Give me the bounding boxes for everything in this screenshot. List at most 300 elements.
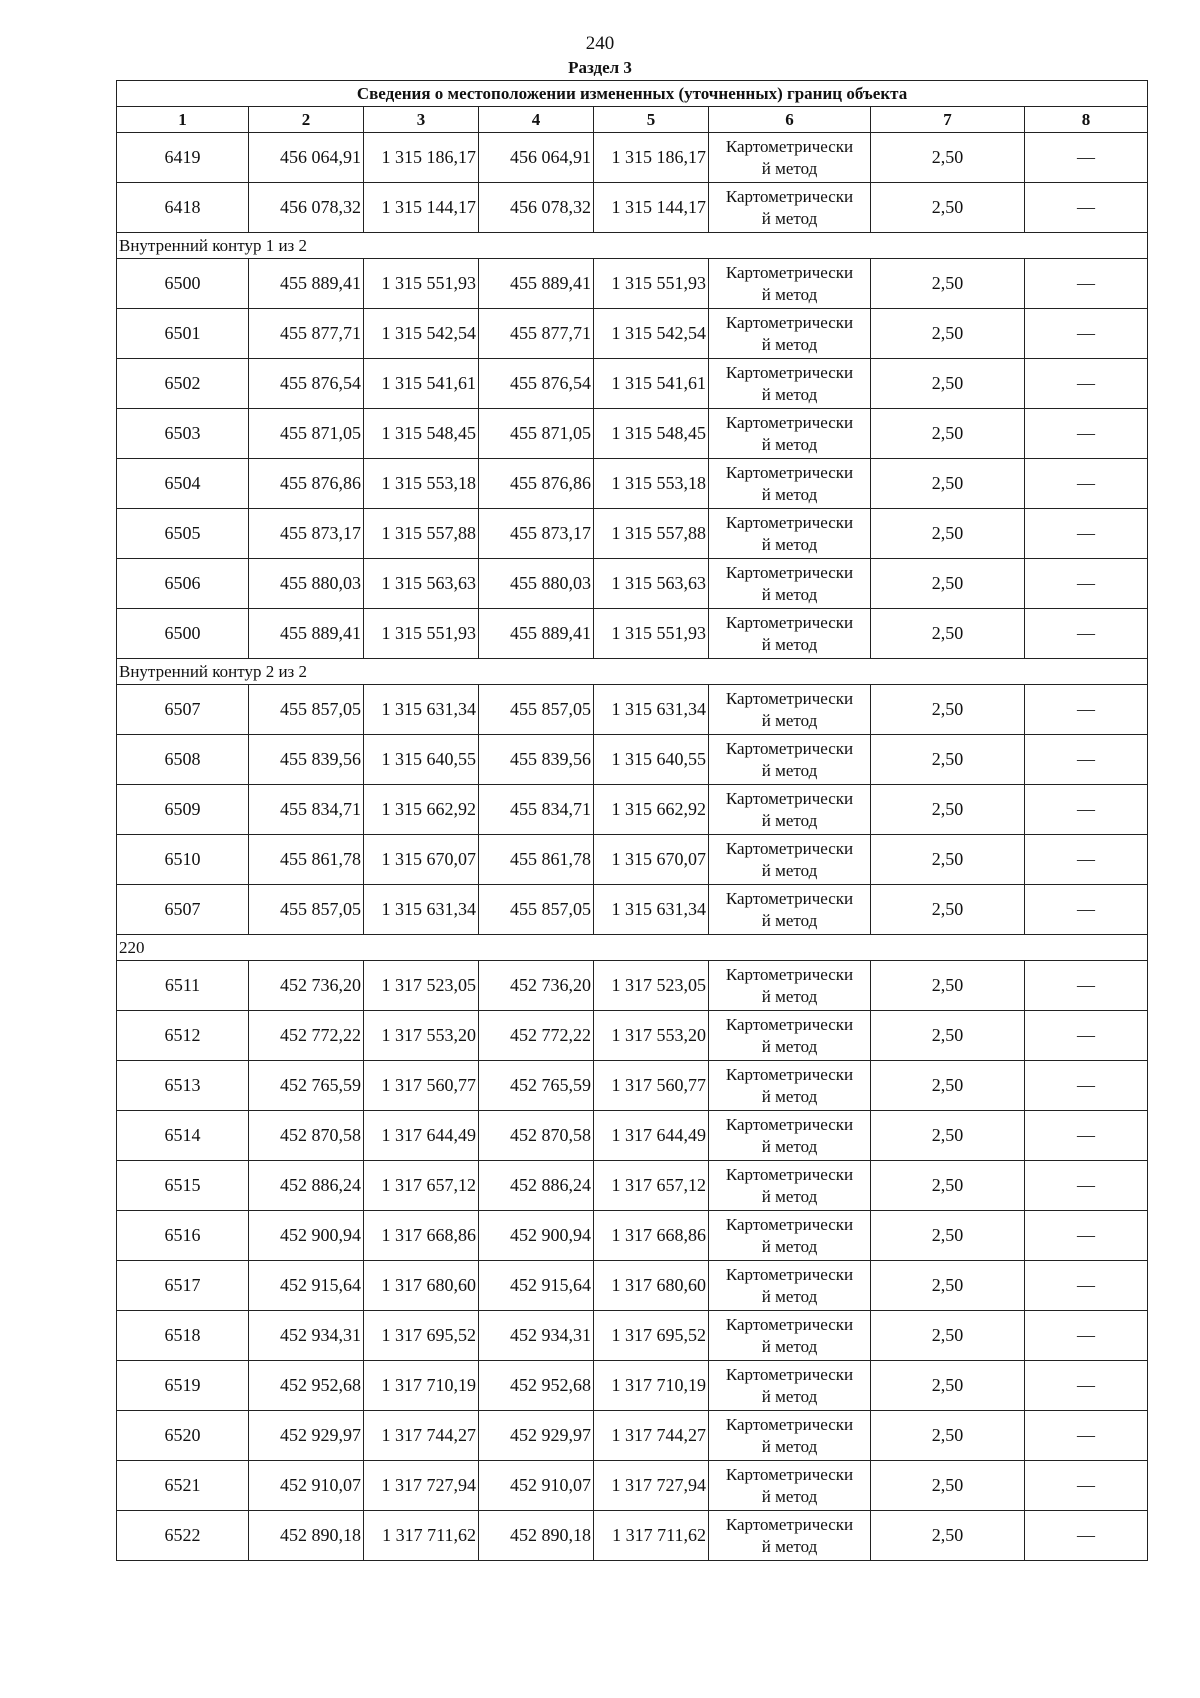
y-coord-old: 1 315 670,07: [364, 835, 479, 885]
method-cell: [709, 509, 871, 559]
point-number: 6507: [117, 885, 249, 935]
x-coord-new: 455 871,05: [479, 409, 594, 459]
method-cell: [709, 685, 871, 735]
note-dash: —: [1025, 409, 1148, 459]
y-coord-new: 1 315 631,34: [594, 885, 709, 935]
y-coord-old: 1 315 640,55: [364, 735, 479, 785]
method-line-2: й метод: [761, 1036, 818, 1056]
table-row: [117, 1061, 1148, 1111]
note-dash: —: [1025, 1261, 1148, 1311]
table-row: [117, 1511, 1148, 1561]
y-coord-new: 1 317 744,27: [594, 1411, 709, 1461]
x-coord-new: 452 736,20: [479, 961, 594, 1011]
method-line-1: Картометрически: [725, 1214, 854, 1234]
table-row: [117, 459, 1148, 509]
y-coord-old: 1 317 553,20: [364, 1011, 479, 1061]
method-line-1: Картометрически: [725, 1014, 854, 1034]
x-coord-old: 452 929,97: [249, 1411, 364, 1461]
note-dash: —: [1025, 1461, 1148, 1511]
x-coord-new: 455 873,17: [479, 509, 594, 559]
method-line-1: Картометрически: [725, 1064, 854, 1084]
column-header: 5: [594, 107, 709, 133]
x-coord-new: 452 952,68: [479, 1361, 594, 1411]
method-line-2: й метод: [761, 1236, 818, 1256]
note-dash: —: [1025, 609, 1148, 659]
column-header: 4: [479, 107, 594, 133]
y-coord-new: 1 315 551,93: [594, 259, 709, 309]
point-number: 6500: [117, 259, 249, 309]
y-coord-old: 1 315 631,34: [364, 685, 479, 735]
method-line-1: Картометрически: [725, 1264, 854, 1284]
point-number: 6521: [117, 1461, 249, 1511]
table-row: [117, 1311, 1148, 1361]
note-dash: —: [1025, 259, 1148, 309]
method-line-1: Картометрически: [725, 1414, 854, 1434]
x-coord-new: 455 880,03: [479, 559, 594, 609]
y-coord-new: 1 317 711,62: [594, 1511, 709, 1561]
accuracy-value: 2,50: [871, 785, 1025, 835]
table-row: [117, 1411, 1148, 1461]
method-cell: [709, 1111, 871, 1161]
method-line-2: й метод: [761, 284, 818, 304]
method-line-2: й метод: [761, 1136, 818, 1156]
method-line-2: й метод: [761, 1186, 818, 1206]
accuracy-value: 2,50: [871, 1111, 1025, 1161]
y-coord-old: 1 317 710,19: [364, 1361, 479, 1411]
point-number: 6516: [117, 1211, 249, 1261]
table-row: [117, 685, 1148, 735]
note-dash: —: [1025, 885, 1148, 935]
method-line-2: й метод: [761, 1486, 818, 1506]
y-coord-new: 1 317 657,12: [594, 1161, 709, 1211]
method-line-1: Картометрически: [725, 688, 854, 708]
method-line-1: Картометрически: [725, 1164, 854, 1184]
note-dash: —: [1025, 1311, 1148, 1361]
y-coord-new: 1 315 670,07: [594, 835, 709, 885]
x-coord-new: 455 834,71: [479, 785, 594, 835]
method-line-1: Картометрически: [725, 888, 854, 908]
method-cell: [709, 961, 871, 1011]
method-line-2: й метод: [761, 1336, 818, 1356]
y-coord-new: 1 317 695,52: [594, 1311, 709, 1361]
note-dash: —: [1025, 309, 1148, 359]
method-cell: [709, 1211, 871, 1261]
method-line-1: Картометрически: [725, 964, 854, 984]
method-cell: [709, 1361, 871, 1411]
column-header: 8: [1025, 107, 1148, 133]
y-coord-old: 1 317 657,12: [364, 1161, 479, 1211]
method-line-2: й метод: [761, 584, 818, 604]
y-coord-new: 1 315 144,17: [594, 183, 709, 233]
accuracy-value: 2,50: [871, 735, 1025, 785]
table-row: [117, 885, 1148, 935]
method-line-1: Картометрически: [725, 262, 854, 282]
contour-label-row: [117, 233, 1148, 259]
table-row: [117, 785, 1148, 835]
method-line-2: й метод: [761, 986, 818, 1006]
y-coord-old: 1 317 560,77: [364, 1061, 479, 1111]
point-number: 6517: [117, 1261, 249, 1311]
column-header: 1: [117, 107, 249, 133]
method-cell: [709, 409, 871, 459]
method-line-1: Картометрически: [725, 1114, 854, 1134]
page-number: 240: [585, 33, 615, 54]
accuracy-value: 2,50: [871, 1511, 1025, 1561]
note-dash: —: [1025, 1211, 1148, 1261]
x-coord-old: 452 765,59: [249, 1061, 364, 1111]
y-coord-new: 1 315 662,92: [594, 785, 709, 835]
y-coord-old: 1 317 744,27: [364, 1411, 479, 1461]
note-dash: —: [1025, 1111, 1148, 1161]
note-dash: —: [1025, 459, 1148, 509]
y-coord-new: 1 315 551,93: [594, 609, 709, 659]
method-cell: [709, 559, 871, 609]
x-coord-old: 455 834,71: [249, 785, 364, 835]
y-coord-new: 1 317 560,77: [594, 1061, 709, 1111]
x-coord-old: 455 871,05: [249, 409, 364, 459]
y-coord-old: 1 315 631,34: [364, 885, 479, 935]
table-row: [117, 259, 1148, 309]
table-row: [117, 735, 1148, 785]
x-coord-old: 452 890,18: [249, 1511, 364, 1561]
y-coord-old: 1 315 553,18: [364, 459, 479, 509]
note-dash: —: [1025, 1061, 1148, 1111]
y-coord-old: 1 315 563,63: [364, 559, 479, 609]
method-line-2: й метод: [761, 760, 818, 780]
method-line-2: й метод: [761, 1386, 818, 1406]
accuracy-value: 2,50: [871, 1311, 1025, 1361]
accuracy-value: 2,50: [871, 1211, 1025, 1261]
method-line-1: Картометрически: [725, 186, 854, 206]
x-coord-old: 452 952,68: [249, 1361, 364, 1411]
x-coord-new: 452 765,59: [479, 1061, 594, 1111]
y-coord-old: 1 315 186,17: [364, 133, 479, 183]
point-number: 6511: [117, 961, 249, 1011]
x-coord-new: 455 877,71: [479, 309, 594, 359]
x-coord-new: 456 078,32: [479, 183, 594, 233]
point-number: 6509: [117, 785, 249, 835]
accuracy-value: 2,50: [871, 459, 1025, 509]
x-coord-old: 455 876,86: [249, 459, 364, 509]
x-coord-new: 452 890,18: [479, 1511, 594, 1561]
method-line-1: Картометрически: [725, 562, 854, 582]
y-coord-old: 1 315 144,17: [364, 183, 479, 233]
x-coord-new: 455 857,05: [479, 685, 594, 735]
method-cell: [709, 1161, 871, 1211]
method-line-2: й метод: [761, 710, 818, 730]
method-line-2: й метод: [761, 1286, 818, 1306]
point-number: 6501: [117, 309, 249, 359]
point-number: 6418: [117, 183, 249, 233]
point-number: 6502: [117, 359, 249, 409]
method-line-2: й метод: [761, 634, 818, 654]
y-coord-new: 1 317 710,19: [594, 1361, 709, 1411]
method-line-2: й метод: [761, 1536, 818, 1556]
section-title: Раздел 3: [568, 58, 632, 77]
contour-label: Внутренний контур 1 из 2: [117, 233, 1148, 259]
y-coord-old: 1 315 542,54: [364, 309, 479, 359]
table-title-row: [117, 81, 1148, 107]
point-number: 6506: [117, 559, 249, 609]
x-coord-new: 455 889,41: [479, 259, 594, 309]
method-line-2: й метод: [761, 434, 818, 454]
accuracy-value: 2,50: [871, 609, 1025, 659]
method-line-1: Картометрически: [725, 1464, 854, 1484]
note-dash: —: [1025, 559, 1148, 609]
y-coord-new: 1 315 542,54: [594, 309, 709, 359]
method-cell: [709, 133, 871, 183]
x-coord-new: 455 876,54: [479, 359, 594, 409]
x-coord-new: 455 839,56: [479, 735, 594, 785]
accuracy-value: 2,50: [871, 509, 1025, 559]
contour-label-row: [117, 659, 1148, 685]
note-dash: —: [1025, 1161, 1148, 1211]
x-coord-old: 455 857,05: [249, 685, 364, 735]
y-coord-old: 1 315 541,61: [364, 359, 479, 409]
accuracy-value: 2,50: [871, 1161, 1025, 1211]
note-dash: —: [1025, 685, 1148, 735]
y-coord-old: 1 317 680,60: [364, 1261, 479, 1311]
method-cell: [709, 1411, 871, 1461]
x-coord-new: 452 900,94: [479, 1211, 594, 1261]
y-coord-old: 1 317 668,86: [364, 1211, 479, 1261]
column-header: 3: [364, 107, 479, 133]
x-coord-old: 452 934,31: [249, 1311, 364, 1361]
method-cell: [709, 735, 871, 785]
method-line-2: й метод: [761, 860, 818, 880]
table-row: [117, 961, 1148, 1011]
x-coord-old: 455 861,78: [249, 835, 364, 885]
table-row: [117, 1461, 1148, 1511]
y-coord-old: 1 315 548,45: [364, 409, 479, 459]
accuracy-value: 2,50: [871, 685, 1025, 735]
method-line-2: й метод: [761, 334, 818, 354]
x-coord-new: 455 889,41: [479, 609, 594, 659]
table-row: [117, 183, 1148, 233]
method-line-1: Картометрически: [725, 788, 854, 808]
method-cell: [709, 259, 871, 309]
note-dash: —: [1025, 133, 1148, 183]
point-number: 6519: [117, 1361, 249, 1411]
method-line-2: й метод: [761, 910, 818, 930]
x-coord-old: 452 886,24: [249, 1161, 364, 1211]
x-coord-new: 452 929,97: [479, 1411, 594, 1461]
x-coord-new: 455 857,05: [479, 885, 594, 935]
method-line-1: Картометрически: [725, 1364, 854, 1384]
table-row: [117, 1211, 1148, 1261]
x-coord-old: 452 736,20: [249, 961, 364, 1011]
point-number: 6513: [117, 1061, 249, 1111]
x-coord-new: 452 934,31: [479, 1311, 594, 1361]
x-coord-new: 452 910,07: [479, 1461, 594, 1511]
method-line-2: й метод: [761, 208, 818, 228]
method-cell: [709, 835, 871, 885]
x-coord-old: 455 857,05: [249, 885, 364, 935]
point-number: 6504: [117, 459, 249, 509]
note-dash: —: [1025, 183, 1148, 233]
x-coord-old: 455 873,17: [249, 509, 364, 559]
table-row: [117, 1361, 1148, 1411]
method-line-2: й метод: [761, 534, 818, 554]
method-line-1: Картометрически: [725, 362, 854, 382]
contour-label: Внутренний контур 2 из 2: [117, 659, 1148, 685]
y-coord-new: 1 315 640,55: [594, 735, 709, 785]
y-coord-new: 1 315 553,18: [594, 459, 709, 509]
method-line-1: Картометрически: [725, 838, 854, 858]
y-coord-new: 1 317 553,20: [594, 1011, 709, 1061]
x-coord-old: 455 889,41: [249, 609, 364, 659]
y-coord-new: 1 315 548,45: [594, 409, 709, 459]
note-dash: —: [1025, 735, 1148, 785]
accuracy-value: 2,50: [871, 409, 1025, 459]
point-number: 6515: [117, 1161, 249, 1211]
accuracy-value: 2,50: [871, 133, 1025, 183]
accuracy-value: 2,50: [871, 1261, 1025, 1311]
note-dash: —: [1025, 1011, 1148, 1061]
x-coord-old: 455 889,41: [249, 259, 364, 309]
table-row: [117, 609, 1148, 659]
column-header-row: [117, 107, 1148, 133]
accuracy-value: 2,50: [871, 359, 1025, 409]
note-dash: —: [1025, 359, 1148, 409]
table-row: [117, 835, 1148, 885]
x-coord-new: 452 772,22: [479, 1011, 594, 1061]
y-coord-old: 1 317 727,94: [364, 1461, 479, 1511]
accuracy-value: 2,50: [871, 183, 1025, 233]
table-row: [117, 309, 1148, 359]
table-row: [117, 359, 1148, 409]
accuracy-value: 2,50: [871, 885, 1025, 935]
table-row: [117, 1011, 1148, 1061]
accuracy-value: 2,50: [871, 259, 1025, 309]
point-number: 6503: [117, 409, 249, 459]
accuracy-value: 2,50: [871, 1361, 1025, 1411]
accuracy-value: 2,50: [871, 835, 1025, 885]
method-cell: [709, 459, 871, 509]
note-dash: —: [1025, 835, 1148, 885]
x-coord-old: 452 772,22: [249, 1011, 364, 1061]
accuracy-value: 2,50: [871, 961, 1025, 1011]
method-line-2: й метод: [761, 384, 818, 404]
point-number: 6507: [117, 685, 249, 735]
method-line-2: й метод: [761, 1086, 818, 1106]
x-coord-new: 452 886,24: [479, 1161, 594, 1211]
table-row: [117, 509, 1148, 559]
method-cell: [709, 1011, 871, 1061]
y-coord-new: 1 317 727,94: [594, 1461, 709, 1511]
method-line-2: й метод: [761, 1436, 818, 1456]
y-coord-old: 1 317 711,62: [364, 1511, 479, 1561]
x-coord-new: 455 876,86: [479, 459, 594, 509]
accuracy-value: 2,50: [871, 1461, 1025, 1511]
y-coord-old: 1 315 551,93: [364, 609, 479, 659]
point-number: 6512: [117, 1011, 249, 1061]
table-row: [117, 1261, 1148, 1311]
note-dash: —: [1025, 785, 1148, 835]
y-coord-old: 1 315 551,93: [364, 259, 479, 309]
x-coord-old: 452 870,58: [249, 1111, 364, 1161]
method-line-1: Картометрически: [725, 312, 854, 332]
y-coord-new: 1 315 541,61: [594, 359, 709, 409]
point-number: 6508: [117, 735, 249, 785]
table-row: [117, 133, 1148, 183]
x-coord-old: 455 876,54: [249, 359, 364, 409]
point-number: 6510: [117, 835, 249, 885]
method-line-1: Картометрически: [725, 738, 854, 758]
point-number: 6518: [117, 1311, 249, 1361]
x-coord-new: 456 064,91: [479, 133, 594, 183]
column-header: 7: [871, 107, 1025, 133]
note-dash: —: [1025, 509, 1148, 559]
method-line-1: Картометрически: [725, 462, 854, 482]
method-line-1: Картометрически: [725, 512, 854, 532]
point-number: 6500: [117, 609, 249, 659]
accuracy-value: 2,50: [871, 1411, 1025, 1461]
y-coord-new: 1 315 186,17: [594, 133, 709, 183]
table-title: Сведения о местоположении измененных (уточненных) границ объекта: [117, 81, 1148, 107]
y-coord-old: 1 315 662,92: [364, 785, 479, 835]
x-coord-old: 456 078,32: [249, 183, 364, 233]
y-coord-old: 1 317 695,52: [364, 1311, 479, 1361]
method-line-1: Картометрически: [725, 412, 854, 432]
method-line-1: Картометрически: [725, 612, 854, 632]
coordinates-table: [116, 80, 1148, 1561]
accuracy-value: 2,50: [871, 1061, 1025, 1111]
x-coord-old: 452 910,07: [249, 1461, 364, 1511]
x-coord-old: 456 064,91: [249, 133, 364, 183]
method-cell: [709, 785, 871, 835]
y-coord-new: 1 315 557,88: [594, 509, 709, 559]
note-dash: —: [1025, 961, 1148, 1011]
point-number: 6522: [117, 1511, 249, 1561]
y-coord-new: 1 317 523,05: [594, 961, 709, 1011]
x-coord-old: 455 839,56: [249, 735, 364, 785]
method-line-1: Картометрически: [725, 1514, 854, 1534]
column-header: 2: [249, 107, 364, 133]
method-cell: [709, 1061, 871, 1111]
point-number: 6505: [117, 509, 249, 559]
method-cell: [709, 1511, 871, 1561]
y-coord-new: 1 317 644,49: [594, 1111, 709, 1161]
point-number: 6520: [117, 1411, 249, 1461]
x-coord-old: 455 877,71: [249, 309, 364, 359]
y-coord-new: 1 317 668,86: [594, 1211, 709, 1261]
method-line-2: й метод: [761, 158, 818, 178]
y-coord-old: 1 317 644,49: [364, 1111, 479, 1161]
table-row: [117, 559, 1148, 609]
note-dash: —: [1025, 1411, 1148, 1461]
method-cell: [709, 1261, 871, 1311]
x-coord-new: 452 915,64: [479, 1261, 594, 1311]
x-coord-old: 455 880,03: [249, 559, 364, 609]
contour-label-row: [117, 935, 1148, 961]
point-number: 6514: [117, 1111, 249, 1161]
method-cell: [709, 359, 871, 409]
method-line-1: Картометрически: [725, 1314, 854, 1334]
table-row: [117, 1161, 1148, 1211]
method-cell: [709, 1461, 871, 1511]
method-line-2: й метод: [761, 810, 818, 830]
x-coord-new: 455 861,78: [479, 835, 594, 885]
note-dash: —: [1025, 1511, 1148, 1561]
method-cell: [709, 609, 871, 659]
point-number: 6419: [117, 133, 249, 183]
method-cell: [709, 885, 871, 935]
accuracy-value: 2,50: [871, 1011, 1025, 1061]
y-coord-new: 1 315 631,34: [594, 685, 709, 735]
method-cell: [709, 309, 871, 359]
table-row: [117, 409, 1148, 459]
